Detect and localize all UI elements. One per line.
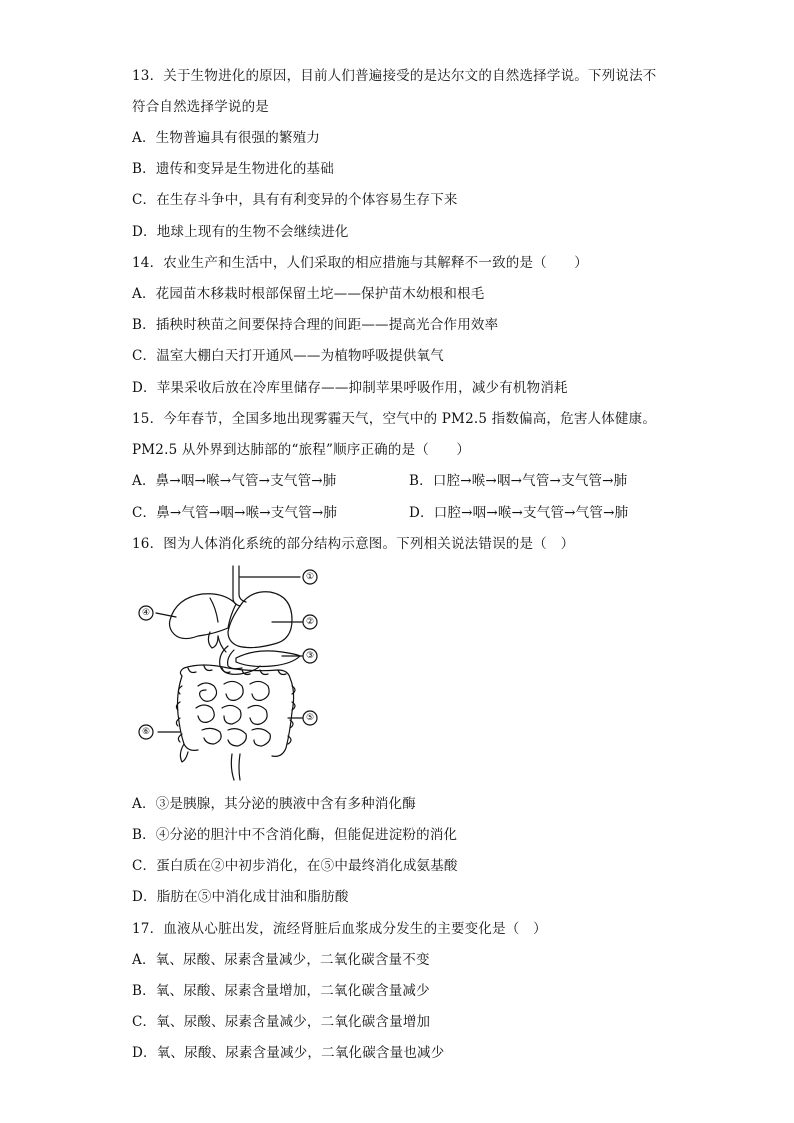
q16-option-a: A．③是胰腺，其分泌的胰液中含有多种消化酶 bbox=[132, 796, 416, 812]
q17-option-d: D．氧、尿酸、尿素含量减少，二氧化碳含量也减少 bbox=[132, 1045, 445, 1061]
q13-option-c: C．在生存斗争中，具有有利变异的个体容易生存下来 bbox=[132, 192, 458, 208]
q15-option-c: C．鼻→气管→咽→喉→支气管→肺 bbox=[132, 505, 338, 521]
q15-stem-line1: 15．今年春节，全国多地出现雾霾天气，空气中的 PM2.5 指数偏高，危害人体健康。 bbox=[132, 411, 657, 427]
q16-option-b: B．④分泌的胆汁中不含消化酶，但能促进淀粉的消化 bbox=[132, 827, 458, 843]
q17-option-a: A．氧、尿酸、尿素含量减少，二氧化碳含量不变 bbox=[132, 952, 430, 968]
q14-option-b: B．插秧时秧苗之间要保持合理的间距——提高光合作用效率 bbox=[132, 317, 499, 333]
q13-stem-line1: 13．关于生物进化的原因，目前人们普遍接受的是达尔文的自然选择学说。下列说法不 bbox=[132, 68, 657, 84]
q15-stem-line2: PM2.5 从外界到达肺部的“旅程”顺序正确的是（ ） bbox=[132, 442, 471, 458]
q13-option-b: B．遗传和变异是生物进化的基础 bbox=[132, 161, 334, 177]
q17-stem: 17．血液从心脏出发，流经肾脏后血浆成分发生的主要变化是（ ） bbox=[132, 921, 547, 937]
q14-option-a: A．花园苗木移栽时根部保留土坨——保护苗木幼根和根毛 bbox=[132, 286, 485, 302]
q15-option-b: B．口腔→喉→咽→气管→支气管→肺 bbox=[409, 473, 628, 489]
q15-options-row1 bbox=[132, 471, 692, 491]
q14-stem: 14．农业生产和生活中，人们采取的相应措施与其解释不一致的是（ ） bbox=[132, 255, 588, 271]
figure-label-5: ⑤ bbox=[305, 713, 315, 723]
figure-label-1: ① bbox=[305, 572, 315, 582]
q13-option-a: A．生物普遍具有很强的繁殖力 bbox=[132, 130, 321, 146]
q17-option-c: C．氧、尿酸、尿素含量减少，二氧化碳含量增加 bbox=[132, 1014, 431, 1030]
q17-option-b: B．氧、尿酸、尿素含量增加，二氧化碳含量减少 bbox=[132, 983, 430, 999]
figure-label-2: ② bbox=[305, 617, 315, 627]
q16-stem: 16．图为人体消化系统的部分结构示意图。下列相关说法错误的是（ ） bbox=[132, 536, 575, 552]
q14-option-d: D．苹果采收后放在冷库里储存——抑制苹果呼吸作用，减少有机物消耗 bbox=[132, 380, 568, 396]
figure-label-6: ⑥ bbox=[141, 727, 151, 737]
figure-label-4: ④ bbox=[141, 608, 151, 618]
q16-option-c: C．蛋白质在②中初步消化，在⑤中最终消化成氨基酸 bbox=[132, 858, 458, 874]
q15-option-a: A．鼻→咽→喉→气管→支气管→肺 bbox=[132, 473, 337, 489]
figure-label-3: ③ bbox=[305, 651, 315, 661]
q14-option-c: C．温室大棚白天打开通风——为植物呼吸提供氧气 bbox=[132, 348, 444, 364]
digestive-system-diagram bbox=[132, 562, 332, 784]
q15-options-row2 bbox=[132, 503, 692, 523]
q16-option-d: D．脂肪在⑤中消化成甘油和脂肪酸 bbox=[132, 889, 349, 905]
q13-stem-line2: 符合自然选择学说的是 bbox=[132, 99, 269, 115]
q15-option-d: D．口腔→咽→喉→支气管→气管→肺 bbox=[409, 505, 629, 521]
q13-option-d: D．地球上现有的生物不会继续进化 bbox=[132, 224, 349, 240]
digestive-system-figure bbox=[132, 562, 332, 784]
